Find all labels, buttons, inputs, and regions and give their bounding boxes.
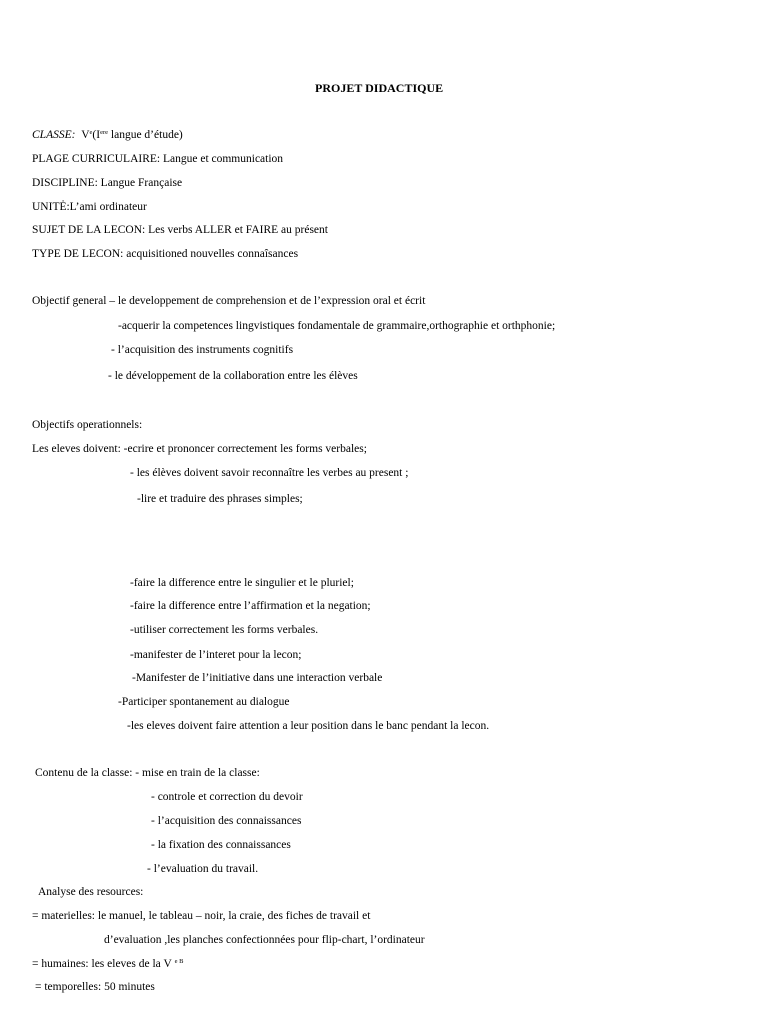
classe-value-sup-b: ere bbox=[100, 129, 109, 136]
discipline-line: DISCIPLINE: Langue Française bbox=[32, 177, 183, 189]
classe-colon: : bbox=[71, 129, 76, 141]
contenu-heading: Contenu de la classe: - mise en train de la classe: bbox=[35, 767, 260, 779]
unite-line: UNITĖ:L’ami ordinateur bbox=[32, 201, 147, 213]
contenu-item: - l’acquisition des connaissances bbox=[151, 815, 302, 827]
classe-line bbox=[32, 128, 183, 142]
classe-value-b: (I bbox=[92, 129, 101, 141]
classe-label: CLASSE bbox=[32, 129, 72, 141]
objectif-general-line: Objectif general – le developpement de comprehension et de l’expression oral et écrit bbox=[32, 295, 426, 307]
type-line: TYPE DE LECON: acquisitioned nouvelles connaîsances bbox=[32, 248, 299, 260]
objectifs-operationnels-heading: Objectifs operationnels: bbox=[32, 419, 143, 431]
objectif-operationnel-item: -faire la difference entre le singulier et le pluriel; bbox=[130, 577, 354, 589]
plage-line: PLAGE CURRICULAIRE: Langue et communication bbox=[32, 153, 284, 165]
objectif-general-item: - l’acquisition des instruments cognitifs bbox=[111, 344, 294, 356]
objectif-general-item: -acquerir la competences lingvistiques fondamentale de grammaire,orthographie et orthphonie; bbox=[118, 320, 556, 332]
objectif-operationnel-item: -Participer spontanement au dialogue bbox=[118, 696, 290, 708]
objectif-general-item: - le développement de la collaboration entre les élèves bbox=[108, 370, 358, 382]
objectif-operationnel-item: - les élèves doivent savoir reconnaître les verbes au present ; bbox=[130, 467, 409, 479]
classe-value-a: V bbox=[81, 129, 90, 141]
objectif-operationnel-item: -lire et traduire des phrases simples; bbox=[137, 493, 303, 505]
objectif-operationnel-item: -utiliser correctement les forms verbales. bbox=[130, 624, 319, 636]
objectif-operationnel-item: Les eleves doivent: -ecrire et prononcer correctement les forms verbales; bbox=[32, 443, 367, 455]
page-title: PROJET DIDACTIQUE bbox=[315, 81, 444, 95]
classe-value-c: langue d’étude) bbox=[110, 129, 183, 141]
resources-humaines-sup: e B bbox=[174, 958, 184, 965]
resources-materielles-cont: d’evaluation ,les planches confectionnées pour flip-chart, l’ordinateur bbox=[104, 934, 425, 946]
sujet-line: SUJET DE LA LECON: Les verbs ALLER et FAIRE au présent bbox=[32, 224, 328, 236]
classe-value-sup-a: e bbox=[89, 129, 93, 136]
resources-humaines: = humaines: les eleves de la V bbox=[32, 958, 172, 970]
objectif-operationnel-item: -manifester de l’interet pour la lecon; bbox=[130, 649, 302, 661]
objectif-operationnel-item: -Manifester de l’initiative dans une interaction verbale bbox=[132, 672, 383, 684]
contenu-item: - la fixation des connaissances bbox=[151, 839, 291, 851]
resources-materielles: = materielles: le manuel, le tableau – noir, la craie, des fiches de travail et bbox=[32, 910, 371, 922]
resources-humaines-line bbox=[32, 957, 184, 971]
contenu-item: - controle et correction du devoir bbox=[151, 791, 303, 803]
objectif-operationnel-item: -les eleves doivent faire attention a leur position dans le banc pendant la lecon. bbox=[127, 720, 490, 732]
objectif-operationnel-item: -faire la difference entre l’affirmation et la negation; bbox=[130, 600, 371, 612]
resources-heading: Analyse des resources: bbox=[38, 886, 144, 898]
contenu-item: - l’evaluation du travail. bbox=[147, 863, 259, 875]
resources-temporelles: = temporelles: 50 minutes bbox=[35, 981, 155, 993]
